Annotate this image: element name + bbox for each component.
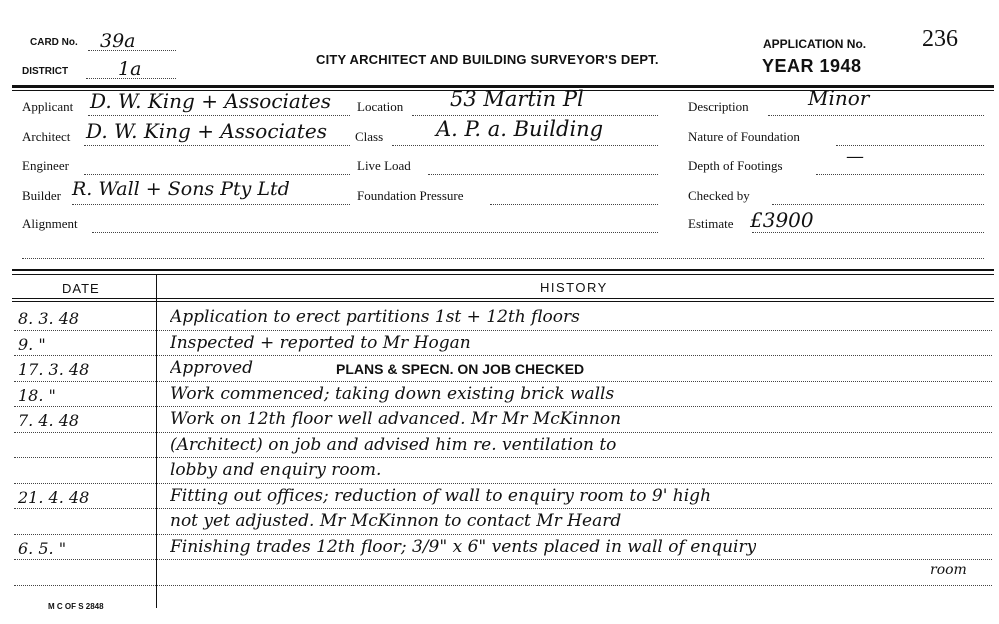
history-row-rule — [14, 355, 992, 356]
history-entry-text: Work commenced; taking down existing brick walls — [170, 383, 615, 404]
live-load-label: Live Load — [357, 158, 411, 173]
application-no-label: APPLICATION No. — [763, 37, 867, 51]
application-no-value: 236 — [922, 26, 958, 52]
history-entry-text: lobby and enquiry room. — [170, 460, 382, 480]
nature-of-foundation-label: Nature of Foundation — [688, 129, 800, 144]
builder-label: Builder — [22, 188, 61, 203]
form-code: M C OF S 2848 — [48, 602, 104, 611]
history-entry-text: Finishing trades 12th floor; 3/9" x 6" vents placed in wall of enquiry — [170, 536, 757, 557]
location-label: Location — [357, 99, 404, 114]
builder-value: R. Wall + Sons Pty Ltd — [72, 178, 290, 200]
class-value: A. P. a. Building — [436, 117, 604, 141]
history-row-rule — [14, 432, 992, 433]
date-column-header: DATE — [62, 281, 100, 296]
description-label: Description — [688, 99, 749, 114]
architect-value: D. W. King + Associates — [86, 119, 327, 143]
foundation-pressure-label: Foundation Pressure — [357, 188, 464, 203]
card-no-value: 39a — [100, 30, 136, 52]
applicant-label: Applicant — [22, 99, 74, 114]
history-date: 21. 4. 48 — [18, 487, 90, 507]
history-row-rule — [14, 457, 992, 458]
checked-stamp: PLANS & SPECN. ON JOB CHECKED — [336, 361, 585, 377]
checked-by-label: Checked by — [688, 188, 750, 203]
description-value: Minor — [808, 86, 870, 110]
history-row-rule — [14, 534, 992, 535]
applicant-value: D. W. King + Associates — [90, 89, 331, 113]
history-entry-text: room — [930, 562, 967, 578]
history-date: 18. " — [18, 385, 56, 405]
location-value: 53 Martin Pl — [450, 87, 584, 111]
history-entry-text: Work on 12th floor well advanced. Mr Mr McKinnon — [170, 409, 622, 429]
history-row-rule — [14, 330, 992, 331]
history-row-rule — [14, 559, 992, 560]
department-title: CITY ARCHITECT AND BUILDING SURVEYOR'S DEPT. — [316, 52, 659, 67]
history-entry-text: Approved — [170, 358, 253, 378]
estimate-label: Estimate — [688, 216, 734, 231]
history-row-rule — [14, 406, 992, 407]
history-row-rule — [14, 381, 992, 382]
district-label: DISTRICT — [22, 66, 69, 77]
class-label: Class — [355, 129, 384, 144]
history-date: 17. 3. 48 — [18, 360, 90, 379]
history-entry-text: Inspected + reported to Mr Hogan — [170, 332, 471, 353]
engineer-label: Engineer — [22, 158, 69, 173]
card-no-label: CARD No. — [30, 37, 78, 48]
history-row-rule — [14, 585, 992, 586]
depth-of-footings-value: — — [846, 146, 864, 167]
architect-label: Architect — [22, 129, 71, 144]
depth-of-footings-label: Depth of Footings — [688, 158, 783, 173]
history-row-rule — [14, 483, 992, 484]
history-entry-text: Application to erect partitions 1st + 12th floors — [170, 307, 580, 327]
year-label: YEAR 1948 — [762, 56, 862, 76]
history-date: 8. 3. 48 — [18, 309, 80, 328]
history-entry-text: not yet adjusted. Mr McKinnon to contact Mr Heard — [170, 511, 622, 531]
alignment-label: Alignment — [22, 216, 78, 231]
history-row-rule — [14, 508, 992, 509]
history-entry-text: (Architect) on job and advised him re. ventilation to — [170, 434, 617, 455]
district-value: 1a — [118, 58, 142, 80]
history-date: 9. " — [18, 334, 46, 354]
history-column-header: HISTORY — [540, 280, 608, 295]
history-entry-text: Fitting out offices; reduction of wall to enquiry room to 9' high — [170, 485, 712, 506]
history-date: 7. 4. 48 — [18, 411, 80, 430]
history-date: 6. 5. " — [18, 538, 67, 558]
estimate-value: £3900 — [750, 208, 814, 232]
